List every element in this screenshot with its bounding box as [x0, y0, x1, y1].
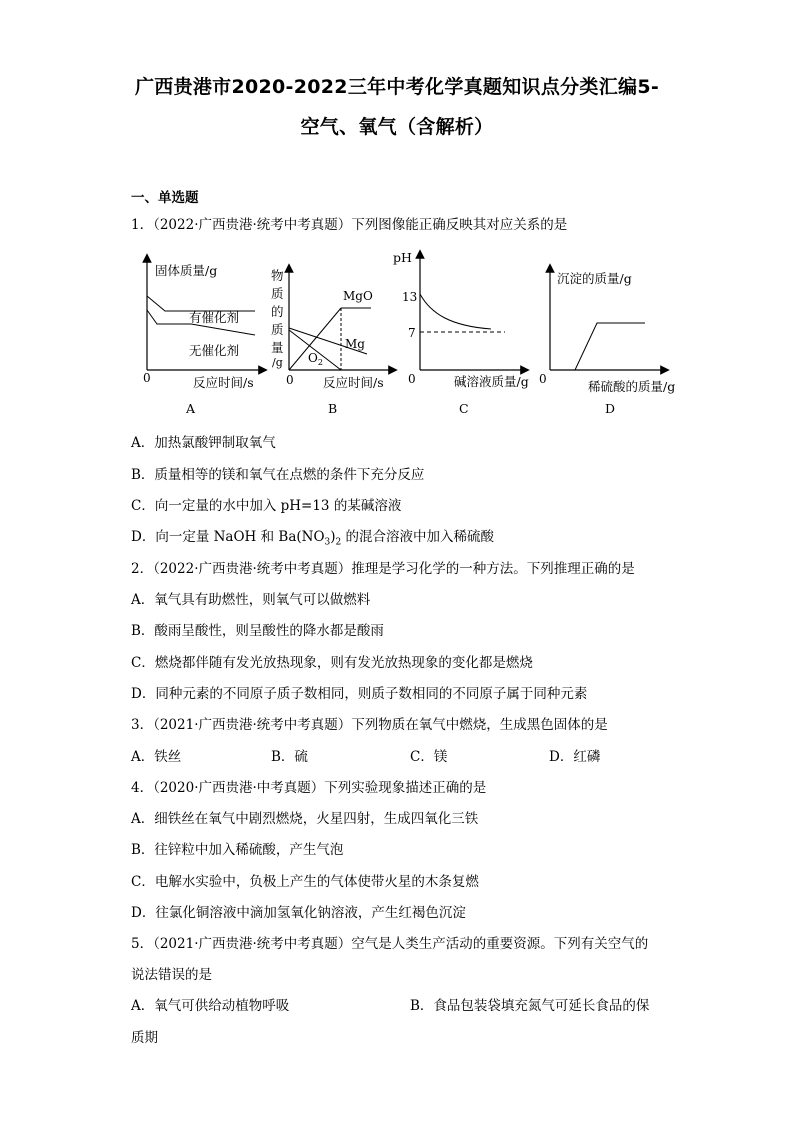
figure-b-origin: 0 — [286, 373, 294, 387]
question-3-option-d[interactable]: D．红磷 — [549, 749, 601, 765]
question-2-option-d[interactable]: D．同种元素的不同原子质子数相同，则质子数相同的不同原子属于同种元素 — [131, 686, 588, 702]
svg-text:质: 质 — [271, 322, 284, 337]
question-2-option-c[interactable]: C．燃烧都伴随有发光放热现象，则有发光放热现象的变化都是燃烧 — [131, 655, 533, 671]
figure-d-ylabel: 沉淀的质量/g — [557, 271, 632, 286]
question-3-option-a[interactable]: A．铁丝 — [131, 749, 182, 765]
question-1-option-d[interactable]: D．向一定量 NaOH 和 $Ba(NO_3)_2$ 的混合溶液中加入稀硫酸 — [131, 529, 495, 548]
document-title-line-2: 空气、氧气（含解析） — [300, 116, 494, 138]
question-2-stem: 2．（2022·广西贵港·统考中考真题）推理是学习化学的一种方法。下列推理正确的是 — [131, 561, 635, 577]
figure-c — [393, 250, 529, 416]
figure-a-origin: 0 — [143, 371, 151, 385]
question-4-option-c[interactable]: C．电解水实验中，负极上产生的气体使带火星的木条复燃 — [131, 874, 479, 890]
figure-c-curve — [420, 294, 491, 329]
question-1-option-c[interactable]: C．向一定量的水中加入 pH=13 的某碱溶液 — [131, 498, 402, 514]
figure-c-caption: C — [459, 401, 469, 416]
figure-c-tick-7: 7 — [408, 326, 416, 340]
figure-a — [143, 258, 263, 416]
figure-d-caption: D — [605, 401, 616, 416]
question-5-stem-line-1: 5．（2021·广西贵港·统考中考真题）空气是人类生产活动的重要资源。下列有关空气的 — [131, 936, 649, 952]
figure-a-curve-no-catalyst-label: 无催化剂 — [189, 343, 240, 358]
question-2-option-a[interactable]: A．氧气具有助燃性，则氧气可以做燃料 — [131, 592, 371, 608]
question-1-option-a[interactable]: A．加热氯酸钾制取氧气 — [131, 435, 276, 451]
figure-d-origin: 0 — [539, 372, 547, 386]
question-4-option-a[interactable]: A．细铁丝在氧气中剧烈燃烧，火星四射，生成四氧化三铁 — [131, 811, 479, 827]
question-5-option-b-continued: 质期 — [131, 1030, 158, 1046]
figure-b-o2-label: $O_2$ — [308, 351, 323, 367]
figure-b-mg-label: Mg — [345, 337, 365, 351]
document-title-line-1: 广西贵港市2020-2022三年中考化学真题知识点分类汇编5- — [134, 76, 660, 98]
figure-d-curve — [575, 323, 645, 370]
question-2-option-b[interactable]: B．酸雨呈酸性，则呈酸性的降水都是酸雨 — [131, 623, 384, 639]
svg-text:/g: /g — [272, 356, 283, 369]
question-3-option-c[interactable]: C．镁 — [410, 749, 448, 765]
figure-d-xlabel: 稀硫酸的质量/g — [588, 379, 676, 394]
figure-c-xlabel: 碱溶液质量/g — [454, 374, 529, 389]
question-3-option-b[interactable]: B．硫 — [271, 749, 308, 765]
svg-text:量: 量 — [271, 340, 284, 355]
svg-text:质: 质 — [271, 286, 284, 301]
figure-a-ylabel: 固体质量/g — [155, 263, 218, 278]
question-5-option-b[interactable]: B．食品包装袋填充氮气可延长食品的保 — [410, 998, 650, 1014]
figure-c-ylabel: pH — [393, 250, 412, 265]
figure-b-ylabel — [271, 268, 284, 369]
figure-b-xlabel: 反应时间/s — [323, 375, 384, 390]
figure-b-caption: B — [328, 401, 338, 416]
question-4-option-b[interactable]: B．往锌粒中加入稀硫酸，产生气泡 — [131, 842, 344, 858]
figure-b — [271, 268, 393, 416]
figure-a-xlabel: 反应时间/s — [193, 375, 254, 390]
figure-a-curve-catalyst — [147, 296, 255, 311]
figure-c-origin: 0 — [408, 372, 416, 386]
question-4-option-d[interactable]: D．往氯化铜溶液中滴加氢氧化钠溶液，产生红褐色沉淀 — [131, 905, 466, 921]
question-5-stem-line-2: 说法错误的是 — [131, 967, 212, 983]
figure-d — [539, 268, 675, 416]
figure-b-mgo-label: MgO — [343, 289, 373, 303]
question-4-stem: 4．（2020·广西贵港·中考真题）下列实验现象描述正确的是 — [131, 780, 487, 796]
figure-a-curve-catalyst-label: 有催化剂 — [189, 310, 240, 325]
figure-c-tick-13: 13 — [402, 290, 418, 304]
question-5-option-a[interactable]: A．氧气可供给动植物呼吸 — [131, 998, 290, 1014]
question-1-figures — [131, 248, 691, 418]
question-1-stem: 1．（2022·广西贵港·统考中考真题）下列图像能正确反映其对应关系的是 — [131, 217, 568, 233]
svg-text:物: 物 — [271, 268, 284, 283]
question-3-stem: 3．（2021·广西贵港·统考中考真题）下列物质在氧气中燃烧，生成黑色固体的是 — [131, 717, 608, 733]
question-1-option-b[interactable]: B．质量相等的镁和氧气在点燃的条件下充分反应 — [131, 467, 425, 483]
figure-a-caption: A — [186, 401, 196, 416]
section-heading: 一、单选题 — [131, 190, 199, 206]
svg-text:的: 的 — [271, 304, 284, 319]
